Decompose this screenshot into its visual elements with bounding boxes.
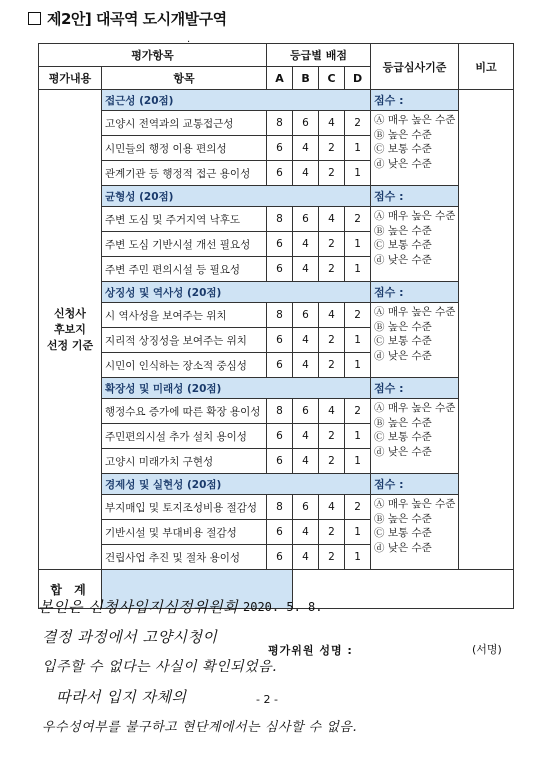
item-name: 시민이 인식하는 장소적 중심성 [102, 353, 267, 378]
score-a: 6 [267, 328, 293, 353]
score-label: 점수 : [371, 186, 459, 207]
category-label: 접근성 (20점) [102, 90, 371, 111]
item-name: 시민들의 행정 이용 편의성 [102, 136, 267, 161]
score-a: 6 [267, 424, 293, 449]
grade-line: Ⓒ 보통 수준 [374, 239, 432, 251]
score-d: 2 [345, 399, 371, 424]
item-name: 주변 도심 및 주거지역 낙후도 [102, 207, 267, 232]
evaluation-table [38, 43, 514, 609]
category-label: 확장성 및 미래성 (20점) [102, 378, 371, 399]
category-label: 균형성 (20점) [102, 186, 371, 207]
score-b: 6 [293, 111, 319, 136]
score-d: 1 [345, 520, 371, 545]
grade-line: Ⓐ 매우 높은 수준 [374, 306, 456, 318]
grade-line: Ⓐ 매우 높은 수준 [374, 210, 456, 222]
grade-line: ⓓ 낮은 수준 [374, 253, 432, 266]
score-c: 2 [319, 328, 345, 353]
left-criterion-line: 선정 기준 [46, 338, 94, 352]
score-b: 4 [293, 232, 319, 257]
grade-line: ⓓ 낮은 수준 [374, 541, 432, 554]
header-remarks: 비고 [459, 44, 514, 90]
left-criterion-line: 후보지 [54, 322, 86, 336]
total-label: 합 계 [39, 570, 102, 609]
grade-line: Ⓒ 보통 수준 [374, 431, 432, 443]
grade-line: Ⓒ 보통 수준 [374, 335, 432, 347]
item-name: 고양시 전역과의 교통접근성 [102, 111, 267, 136]
grade-line: ⓓ 낮은 수준 [374, 445, 432, 458]
item-name: 주변 도심 기반시설 개선 필요성 [102, 232, 267, 257]
score-label: 점수 : [371, 90, 459, 111]
header-grade-b: B [293, 67, 319, 90]
handwritten-line: 결정 과정에서 고양시청이 [42, 628, 218, 646]
item-name: 고양시 미래가치 구현성 [102, 449, 267, 474]
page-number: - 2 - [256, 693, 278, 706]
score-label: 점수 : [371, 282, 459, 303]
handwritten-line: 따라서 입지 자체의 [56, 688, 187, 706]
item-name: 기반시설 및 부대비용 절감성 [102, 520, 267, 545]
score-b: 4 [293, 424, 319, 449]
score-c: 2 [319, 353, 345, 378]
grade-criteria [371, 495, 459, 570]
score-c: 2 [319, 545, 345, 570]
grade-line: Ⓑ 높은 수준 [374, 512, 432, 525]
scan-mark: . [187, 34, 191, 45]
score-a: 6 [267, 449, 293, 474]
score-b: 4 [293, 545, 319, 570]
score-a: 8 [267, 399, 293, 424]
grade-criteria [371, 207, 459, 282]
handwritten-line: 입주할 수 없다는 사실이 확인되었음. [42, 659, 278, 675]
item-name: 주변 주민 편의시설 등 필요성 [102, 257, 267, 282]
score-c: 2 [319, 424, 345, 449]
score-a: 6 [267, 520, 293, 545]
score-b: 6 [293, 399, 319, 424]
total-empty-cell [293, 570, 514, 609]
score-d: 1 [345, 424, 371, 449]
header-grade-c: C [319, 67, 345, 90]
left-criterion-line: 신청사 [54, 306, 86, 320]
handwritten-line: 우수성여부를 불구하고 현단계에서는 심사할 수 없음. [42, 720, 358, 735]
score-c: 4 [319, 399, 345, 424]
score-a: 6 [267, 232, 293, 257]
left-criterion [39, 90, 102, 570]
score-b: 4 [293, 328, 319, 353]
signature-label: 평가위원 성명 : [268, 644, 353, 657]
page-title [28, 8, 227, 29]
grade-criteria [371, 303, 459, 378]
item-name: 주민편의시설 추가 설치 용이성 [102, 424, 267, 449]
score-b: 6 [293, 495, 319, 520]
grade-line: Ⓒ 보통 수준 [374, 527, 432, 539]
score-b: 4 [293, 257, 319, 282]
score-b: 4 [293, 520, 319, 545]
score-c: 4 [319, 111, 345, 136]
score-d: 1 [345, 257, 371, 282]
grade-criteria [371, 111, 459, 186]
remarks-cell [459, 90, 514, 570]
grade-line: ⓓ 낮은 수준 [374, 157, 432, 170]
category-label: 경제성 및 실현성 (20점) [102, 474, 371, 495]
item-name: 관계기관 등 행정적 접근 용이성 [102, 161, 267, 186]
score-a: 6 [267, 161, 293, 186]
score-a: 8 [267, 111, 293, 136]
header-grade-a: A [267, 67, 293, 90]
score-a: 8 [267, 207, 293, 232]
score-c: 4 [319, 303, 345, 328]
score-c: 2 [319, 232, 345, 257]
score-d: 1 [345, 232, 371, 257]
score-a: 6 [267, 545, 293, 570]
date: 2020. 5. 8. [243, 600, 323, 614]
score-label: 점수 : [371, 474, 459, 495]
score-b: 6 [293, 207, 319, 232]
item-name: 건립사업 추진 및 절차 용이성 [102, 545, 267, 570]
score-c: 2 [319, 136, 345, 161]
grade-line: Ⓑ 높은 수준 [374, 320, 432, 333]
score-d: 1 [345, 136, 371, 161]
score-c: 2 [319, 257, 345, 282]
category-label: 상징성 및 역사성 (20점) [102, 282, 371, 303]
score-b: 4 [293, 161, 319, 186]
score-label: 점수 : [371, 378, 459, 399]
header-grade-score: 등급별 배점 [267, 44, 371, 67]
handwritten-line: 본인은 신청사입지심정위원회 [38, 598, 239, 616]
score-b: 4 [293, 449, 319, 474]
score-d: 1 [345, 449, 371, 474]
header-eval-items: 평가항목 [39, 44, 267, 67]
grade-line: Ⓐ 매우 높은 수준 [374, 402, 456, 414]
grade-line: Ⓑ 높은 수준 [374, 128, 432, 141]
score-a: 6 [267, 353, 293, 378]
grade-line: Ⓑ 높은 수준 [374, 416, 432, 429]
score-d: 2 [345, 495, 371, 520]
score-d: 1 [345, 328, 371, 353]
grade-line: Ⓒ 보통 수준 [374, 143, 432, 155]
score-a: 8 [267, 303, 293, 328]
score-a: 6 [267, 136, 293, 161]
item-name: 시 역사성을 보여주는 위치 [102, 303, 267, 328]
header-eval-content: 평가내용 [39, 67, 102, 90]
grade-line: Ⓐ 매우 높은 수준 [374, 114, 456, 126]
item-name: 지리적 상징성을 보여주는 위치 [102, 328, 267, 353]
evaluation-table-wrap [38, 43, 513, 609]
score-c: 4 [319, 495, 345, 520]
checkbox-icon [28, 12, 41, 25]
header-grade-d: D [345, 67, 371, 90]
item-name: 행정수요 증가에 따른 확장 용이성 [102, 399, 267, 424]
score-d: 2 [345, 207, 371, 232]
header-grade-criteria: 등급심사기준 [371, 44, 459, 90]
score-c: 2 [319, 449, 345, 474]
score-b: 4 [293, 353, 319, 378]
score-a: 6 [267, 257, 293, 282]
grade-line: Ⓐ 매우 높은 수준 [374, 498, 456, 510]
score-d: 1 [345, 545, 371, 570]
header-item: 항목 [102, 67, 267, 90]
score-b: 6 [293, 303, 319, 328]
signature-mark: (서명) [472, 643, 502, 656]
grade-criteria [371, 399, 459, 474]
grade-line: ⓓ 낮은 수준 [374, 349, 432, 362]
score-b: 4 [293, 136, 319, 161]
score-d: 1 [345, 353, 371, 378]
score-d: 2 [345, 111, 371, 136]
score-c: 2 [319, 161, 345, 186]
score-c: 4 [319, 207, 345, 232]
title-text: 제2안] 대곡역 도시개발구역 [47, 10, 227, 28]
score-c: 2 [319, 520, 345, 545]
score-d: 1 [345, 161, 371, 186]
score-a: 8 [267, 495, 293, 520]
grade-line: Ⓑ 높은 수준 [374, 224, 432, 237]
item-name: 부지매입 및 토지조성비용 절감성 [102, 495, 267, 520]
score-d: 2 [345, 303, 371, 328]
